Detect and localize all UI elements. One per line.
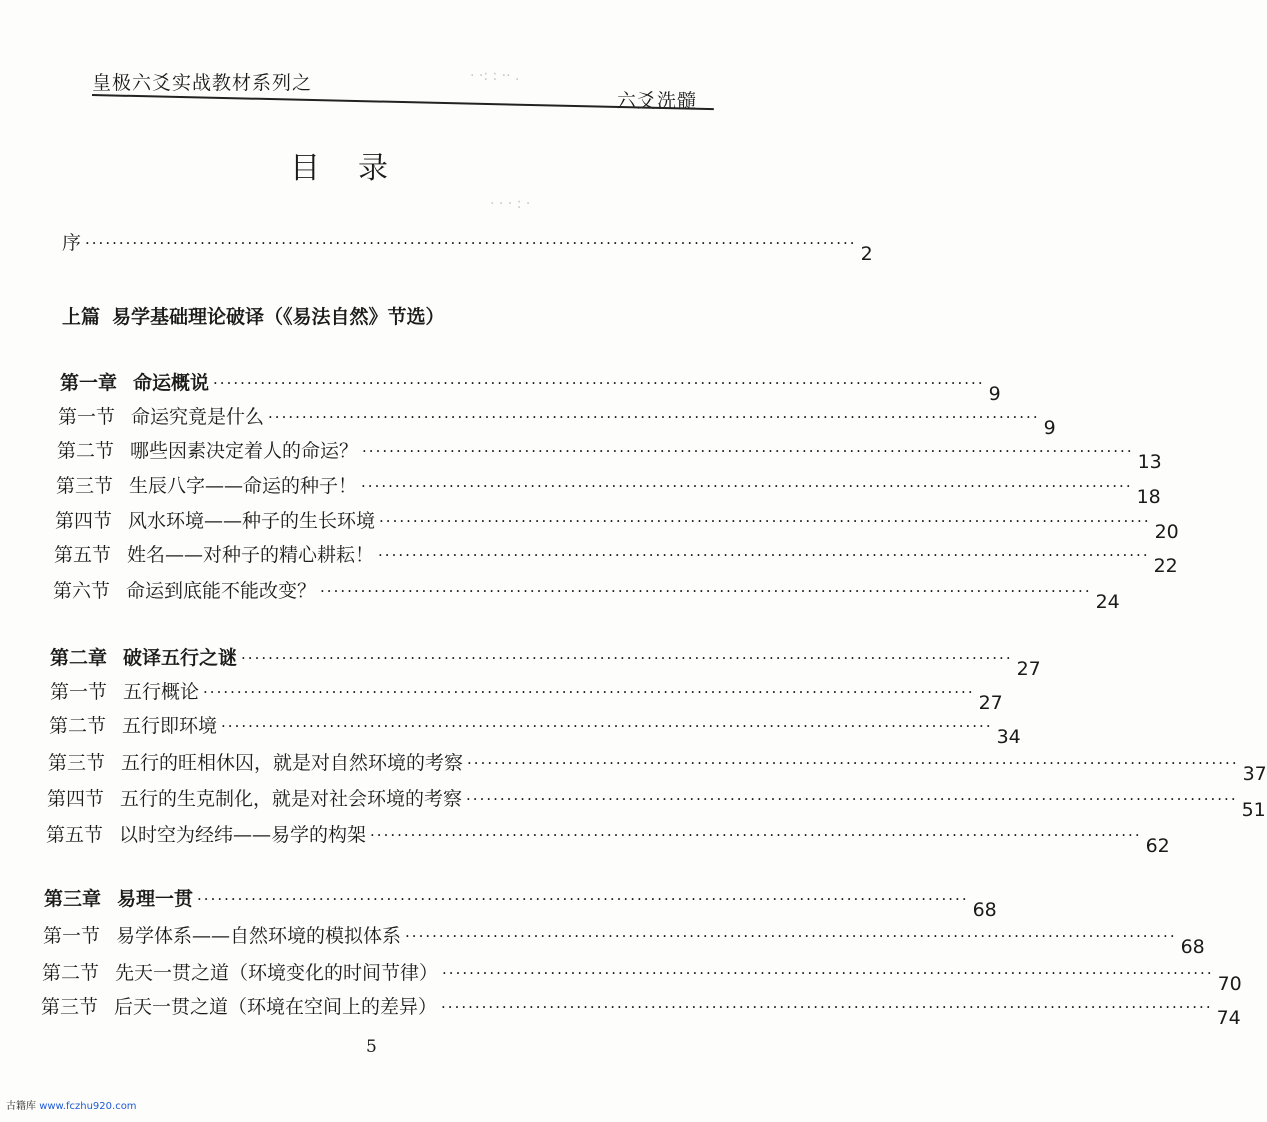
leader-dots: ·················································································································· [441,998,1213,1016]
leader-dots: ·················································································································· [361,477,1133,495]
leader-dots: ·················································································································· [370,826,1142,844]
toc-section[interactable] [46,820,1170,857]
toc-label: 第三节 [48,752,106,774]
toc-label: 第一节 [58,406,116,428]
toc-title: 命运概说 [133,372,210,394]
footer-watermark[interactable] [6,1097,137,1112]
toc-section[interactable] [55,506,1179,543]
part-label: 上篇 [62,306,101,328]
toc-section[interactable] [58,402,1056,439]
series-title: 皇极六爻实战教材系列之 [92,72,313,94]
leader-dots: ·················································································································· [241,649,1013,667]
leader-dots: ·················································································································· [442,964,1214,982]
leader-dots: ·················································································································· [467,754,1239,772]
leader-dots: ·················································································································· [378,546,1150,564]
part-heading [62,302,445,329]
toc-title: 五行即环境 [122,715,218,737]
toc-label: 第一节 [43,925,101,947]
toc-title: 后天一贯之道（环境在空间上的差异） [114,996,438,1018]
toc-label: 第四节 [47,788,105,810]
toc-label: 第二节 [57,440,115,462]
toc-title: 先天一贯之道（环境变化的时间节律） [115,962,439,984]
toc-page: 34 [996,726,1021,748]
toc-page: 2 [860,243,873,265]
book-title: 六爻洗髓 [617,90,698,112]
toc-title: 五行的旺相休囚，就是对自然环境的考察 [121,752,464,774]
toc-label: 第五节 [54,544,112,566]
bleed-through-smudge: · ·: : ·· . [470,68,520,84]
toc-title: 以时空为经纬——易学的构架 [119,824,367,846]
toc-label: 第三章 [44,888,102,910]
toc-title: 姓名——对种子的精心耕耘！ [127,544,375,566]
page-number: 5 [366,1037,377,1057]
toc-page: 18 [1136,486,1161,508]
toc-section[interactable] [49,711,1021,748]
toc-page: 68 [972,899,997,921]
toc-page: 27 [978,692,1003,714]
leader-dots: ·················································································································· [362,442,1134,460]
toc-page: 62 [1145,835,1170,857]
toc-title: 风水环境——种子的生长环境 [128,510,376,532]
toc-title: 哪些因素决定着人的命运？ [130,440,359,462]
toc-section[interactable] [54,540,1178,577]
bleed-through-smudge: · · · : · [490,196,531,212]
toc-page: 37 [1242,763,1267,785]
toc-label: 第一节 [50,681,108,703]
toc-preface[interactable] [62,228,873,265]
leader-dots: ·················································································································· [213,374,985,392]
toc-label: 第六节 [53,580,111,602]
toc-page: 13 [1137,451,1162,473]
toc-title: 命运究竟是什么 [131,406,265,428]
toc-page: 70 [1217,973,1242,995]
toc-page: 9 [1043,417,1056,439]
toc-section[interactable] [43,921,1205,958]
toc-page: 27 [1016,658,1041,680]
toc-section[interactable] [41,992,1241,1029]
toc-title: 命运到底能不能改变？ [126,580,317,602]
toc-title: 生辰八字——命运的种子！ [129,475,358,497]
page-title: 目录 [290,151,426,186]
toc-section[interactable] [53,576,1120,613]
toc-title: 破译五行之谜 [123,647,238,669]
leader-dots: ·················································································································· [85,234,857,252]
leader-dots: ·················································································································· [268,408,1040,426]
toc-title: 五行的生克制化，就是对社会环境的考察 [120,788,463,810]
toc-label: 第二章 [50,647,108,669]
toc-section[interactable] [47,784,1266,821]
toc-section[interactable] [56,471,1161,508]
toc-section[interactable] [50,677,1003,714]
toc-page: 74 [1216,1007,1241,1029]
toc-label: 第四节 [55,510,113,532]
toc-label: 第二节 [42,962,100,984]
toc-page: 68 [1180,936,1205,958]
toc-page: 22 [1153,555,1178,577]
toc-chapter[interactable] [60,368,1001,405]
footer-url[interactable]: www.fczhu920.com [39,1101,137,1112]
toc-page: 51 [1241,799,1266,821]
toc-title: 五行概论 [123,681,200,703]
toc-page: 9 [988,383,1001,405]
leader-dots: ·················································································································· [221,717,993,735]
toc-page: 24 [1095,591,1120,613]
toc-label: 第五节 [46,824,104,846]
toc-section[interactable] [42,958,1242,995]
toc-section[interactable] [57,436,1162,473]
toc-page: 20 [1154,521,1179,543]
toc-label: 第三节 [56,475,114,497]
toc-label: 第三节 [41,996,99,1018]
leader-dots: ·················································································································· [197,890,969,908]
toc-chapter[interactable] [50,643,1041,680]
leader-dots: ·················································································································· [405,927,1177,945]
toc-chapter[interactable] [44,884,997,921]
leader-dots: ·················································································································· [466,790,1238,808]
toc-label: 序 [62,232,82,254]
footer-site-name: 古籍库 [6,1101,36,1112]
leader-dots: ·················································································································· [203,683,975,701]
toc-section[interactable] [48,748,1267,785]
toc-label: 第一章 [60,372,118,394]
leader-dots: ·················································································································· [379,512,1151,530]
toc-title: 易学体系——自然环境的模拟体系 [116,925,402,947]
part-title: 易学基础理论破译（《易法自然》节选） [112,306,445,328]
toc-label: 第二节 [49,715,107,737]
leader-dots: ·················································································································· [320,582,1092,600]
toc-title: 易理一贯 [117,888,194,910]
